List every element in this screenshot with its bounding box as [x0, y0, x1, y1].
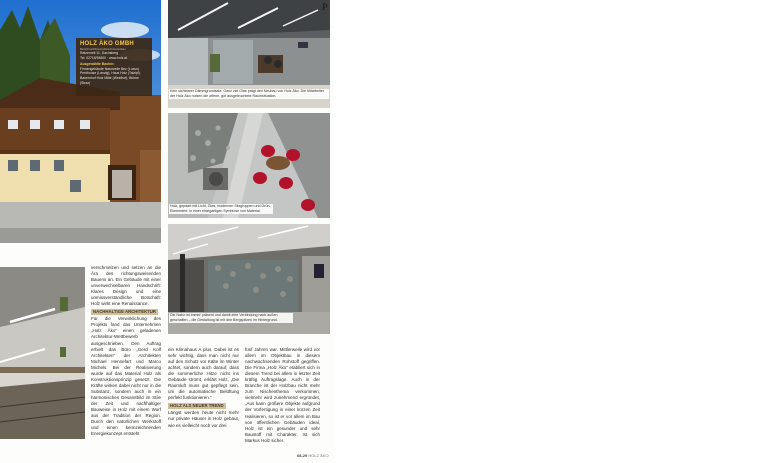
lounge-caption: Holz, gepaart mit Licht, Glas, modernen Sitzgruppen und Grün-Elementen: in einer einzigartigen Symbiose von Material. [169, 204, 273, 214]
company-tagline: Bereich Holz/Konstruktion/Innenausbau [80, 48, 126, 51]
article-column-2 [168, 347, 239, 429]
company-info-box [76, 38, 152, 96]
article-column-1 [91, 265, 161, 437]
magazine-spread [0, 0, 334, 463]
article-paragraph: fünf Jahren war. Mittlerweile wird vor allem im Objektbau in diesem nachwachsenden Rohstoff gegriffen. Die Firma „Holz Äko“ etabliert sich in diesem Trend bei allem in letzter Zeit kräftig Auftragslage. Auch in der Branche ist der Holzbau nicht mehr zum Nischenthema verkommen, vielmehr wird zunehmend ergründet, „Aus kann größere Objekte aufgrund der Vorfertigung in einer kürzen Zeit realisieren, so ist er vor allem im Bau von öffentlichen Gebäuden ideal, Holz ist ein gesunder und sehr Baustoff mit Charakter. Ist sich Markus Holz sicher. [245, 347, 320, 443]
hall-caption: Die Natur ist immer präsent und damit eine Verbindung nach außen geschaffen – die Gestaltung ist mit den Bergspitzen im Hintergrund. [169, 313, 293, 323]
company-contact[interactable]: Tel. 02718/94800 · www.holz.at [80, 55, 128, 60]
article-paragraph: verschmelzen und setzen an die Ära des richtungsweisenden Bauens an. Ein Gebäude mit einer unverwechselbaren Handschrift: Klares Design und eine unmissverständliche Botschaft: Holz wirkt eine Renaissance. [91, 265, 161, 307]
article-paragraph: Längst werden heute nicht mehr nur private Häuser in Holz gebaut, wie es vielleicht noch vor drei [168, 410, 239, 428]
company-address: Ratzenreit 11, Dachsberg [80, 51, 119, 55]
article-paragraph: ein Klimahaus A plus. Dabei ist es sehr wichtig, dass man nicht nur auf den Schutz vor Kälte im Winter achtet, sondern auch darauf, dass die sommerliche Hitze nicht ins Gebäude strömt, erklärt Holz, „Die Raumluft muss gut gepflegt sein, um die automatische Belüftung perfekt funktionieren.“ [168, 347, 239, 401]
subhead-wood-trend: HOLZ ALS NEUER TREND [170, 403, 224, 409]
blank-canvas-area [334, 0, 772, 463]
house-exterior-photo [0, 0, 161, 243]
page-letter: P [322, 2, 328, 12]
article-column-3 [245, 347, 320, 444]
issue-name: HOLZ ÄKO [308, 453, 329, 458]
project-label: Ausgewählte Bauten: [80, 62, 115, 67]
article-paragraph: Für die Verwirklichung des Projekts fand das Unternehmen „Holz Äko“ einen geladenen Architektur-Wettbewerb ausgeschrieben. Den Auftrag erhielt das Büro „Gerd Kolf Architekten“ der Architekten Michael Hennefart und Marco Michels. Bei der Realisierung wurde auf das Material Holz als Konstruktionsprinzip gesetzt. Die Kräfte wirken dabei nicht nur in die Substanz, sondern auch in ein harmonisches Gesamtbild im Stile der Zeit und nachhaltiger Bauweise in Holz mit einem Wurf aus der Tradition der Region. Durch den natürlichen Werkstoff und einen kennzeichnenden Energiekonzept entsteht [91, 316, 161, 437]
company-name: HOLZ ÄKO GMBH [80, 41, 134, 47]
stair-atrium-photo [0, 267, 85, 439]
project-list: Firmengebäude Naturzeile Bez (Luxus) Penthouse (Lanzig), Haus Holz (Talzipf), Bauernhof Holz Mitte (Weidhof), Bühne (Straz) [80, 66, 141, 85]
page-footer [297, 453, 329, 458]
lounge-overhead-photo [168, 113, 330, 218]
subhead-sustainable-architecture: NACHHALTIGE ARCHITEKTUR [93, 309, 157, 315]
office-caption: Kein sichtbarer Dämmgrundsatz: Ganz viel Glas prägt den Neubau von Holz Äko. Die Mitarbeiter der Holz Äko nutzen die offene, gut ausgeleuchtete Raumsituation. [169, 89, 329, 99]
page-number: 68-29 [297, 453, 308, 458]
